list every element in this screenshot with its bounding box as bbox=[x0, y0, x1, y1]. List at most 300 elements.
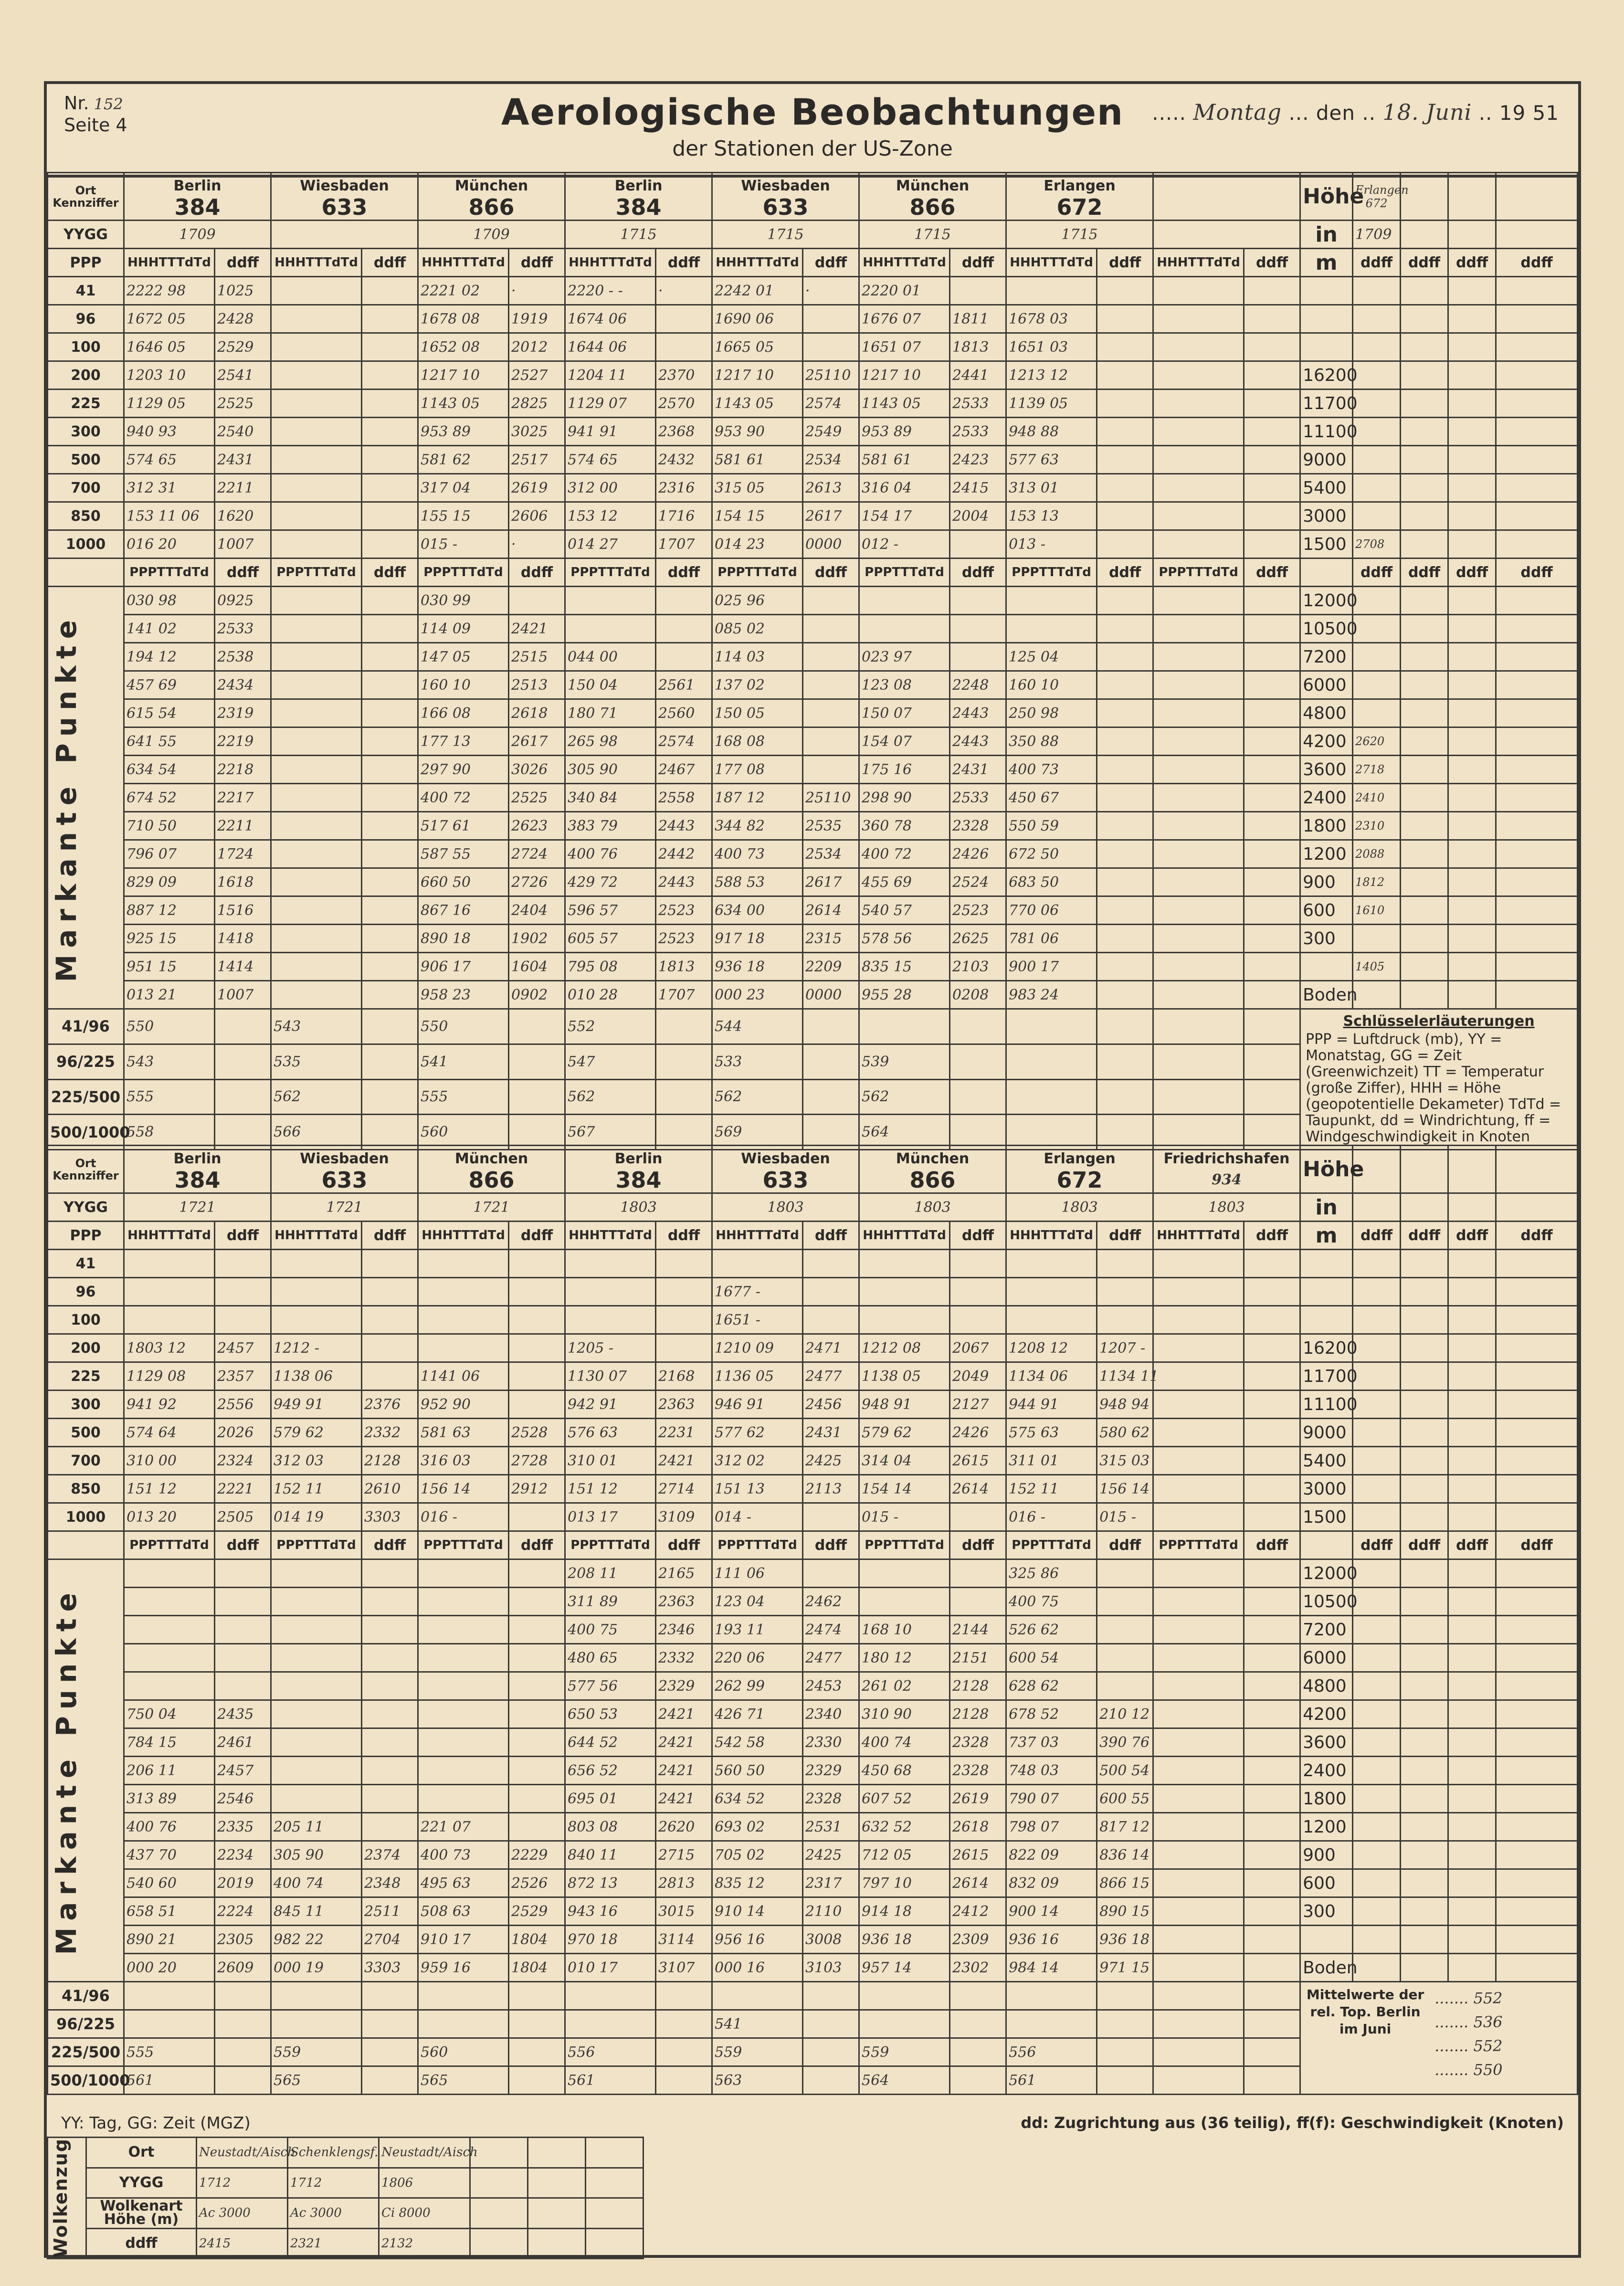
wolkenzug-value: Schenklengsf. bbox=[288, 2138, 379, 2168]
mark-value: 2453 bbox=[803, 1672, 859, 1700]
obs-value bbox=[271, 418, 362, 446]
empty-cell bbox=[1496, 812, 1578, 840]
empty-cell bbox=[1496, 1757, 1578, 1785]
obs-value bbox=[1153, 446, 1244, 474]
rel-value bbox=[362, 1982, 418, 2010]
ddff-col-label: ddff bbox=[1448, 249, 1496, 277]
table-row bbox=[48, 1306, 1578, 1334]
ddff-col-label: ddff bbox=[950, 1531, 1006, 1559]
table-row bbox=[48, 1785, 1578, 1813]
station-name: Berlin bbox=[614, 177, 663, 194]
mark-value: 936 16 bbox=[1006, 1926, 1097, 1954]
mark-value: 951 15 bbox=[124, 953, 215, 981]
ddff-col-label: ddff bbox=[215, 249, 271, 277]
mark-value: 508 63 bbox=[418, 1897, 509, 1926]
empty-cell bbox=[1448, 1588, 1496, 1616]
mark-value: 587 55 bbox=[418, 840, 509, 868]
obs-value bbox=[1153, 305, 1244, 333]
mark-value bbox=[271, 1588, 362, 1616]
empty-cell bbox=[470, 2228, 528, 2259]
mark-value: 265 98 bbox=[565, 727, 656, 756]
mark-value: 150 04 bbox=[565, 671, 656, 699]
empty-cell bbox=[1448, 953, 1496, 981]
empty-cell bbox=[1496, 756, 1578, 784]
mark-value: 2561 bbox=[656, 671, 712, 699]
mark-value bbox=[1097, 812, 1153, 840]
mark-value: 943 16 bbox=[565, 1897, 656, 1926]
mark-value bbox=[1244, 1926, 1300, 1954]
empty-cell bbox=[1496, 277, 1578, 305]
mark-value: 2534 bbox=[803, 840, 859, 868]
table-row bbox=[48, 1616, 1578, 1644]
pressure-level: 225 bbox=[48, 390, 124, 418]
wolkenzug-value: Neustadt/Aisch bbox=[379, 2138, 470, 2168]
empty-cell bbox=[586, 2198, 643, 2229]
mark-value bbox=[803, 643, 859, 671]
mark-value bbox=[509, 1757, 565, 1785]
mark-value bbox=[418, 1672, 509, 1700]
mark-value bbox=[1006, 615, 1097, 643]
station-header bbox=[418, 1146, 565, 1193]
rel-value bbox=[362, 2010, 418, 2038]
table-row bbox=[48, 1250, 1578, 1278]
mark-value bbox=[1244, 1897, 1300, 1926]
mark-value bbox=[271, 699, 362, 727]
extra-value bbox=[1353, 333, 1401, 361]
mark-value: 123 04 bbox=[712, 1588, 803, 1616]
rel-value: 539 bbox=[859, 1044, 950, 1079]
mark-value: 480 65 bbox=[565, 1644, 656, 1672]
ddff-col-label: ddff bbox=[1496, 1222, 1578, 1250]
obs-value: 2540 bbox=[215, 418, 271, 446]
rel-value bbox=[1097, 1044, 1153, 1079]
mark-value bbox=[1244, 812, 1300, 840]
mark-value: 2209 bbox=[803, 953, 859, 981]
obs-value bbox=[362, 1334, 418, 1362]
mark-value bbox=[215, 1644, 271, 1672]
obs-value: 1134 11 bbox=[1097, 1362, 1153, 1391]
mark-value bbox=[1097, 981, 1153, 1009]
wolkenzug-label bbox=[48, 2138, 86, 2259]
mark-value: 500 54 bbox=[1097, 1757, 1153, 1785]
empty-cell bbox=[1448, 277, 1496, 305]
empty-cell bbox=[1401, 1869, 1448, 1897]
mark-value: 796 07 bbox=[124, 840, 215, 868]
rel-value bbox=[656, 1982, 712, 2010]
obs-value bbox=[1097, 277, 1153, 305]
mark-value: 187 12 bbox=[712, 784, 803, 812]
empty-cell bbox=[1448, 868, 1496, 896]
empty-cell bbox=[1401, 1700, 1448, 1728]
empty-cell bbox=[1496, 361, 1578, 390]
mark-value: 168 08 bbox=[712, 727, 803, 756]
extra-value bbox=[1353, 1447, 1401, 1475]
rel-value: 556 bbox=[565, 2038, 656, 2066]
ppp-label: PPP bbox=[48, 249, 124, 277]
obs-value: 2376 bbox=[362, 1391, 418, 1419]
ddff-col-label: ddff bbox=[362, 558, 418, 587]
obs-value bbox=[362, 1362, 418, 1391]
hhh-col-label: HHHTTTdTd bbox=[271, 1222, 362, 1250]
mark-value: 2538 bbox=[215, 643, 271, 671]
empty-cell bbox=[1496, 1250, 1578, 1278]
table-row bbox=[48, 671, 1578, 699]
rel-value bbox=[215, 1044, 271, 1079]
mark-value: 2443 bbox=[656, 868, 712, 896]
obs-value: 1678 08 bbox=[418, 305, 509, 333]
mark-value bbox=[1153, 1757, 1244, 1785]
station-time bbox=[271, 221, 418, 249]
empty-cell bbox=[1401, 1813, 1448, 1841]
obs-value: 953 90 bbox=[712, 418, 803, 446]
mark-value bbox=[271, 1644, 362, 1672]
table-row bbox=[48, 587, 1578, 615]
mark-value: 426 71 bbox=[712, 1700, 803, 1728]
hhh-col-label: HHHTTTdTd bbox=[859, 249, 950, 277]
ddff-col-label: ddff bbox=[1097, 249, 1153, 277]
ppp-col-label: PPPTTTdTd bbox=[565, 558, 656, 587]
empty-cell bbox=[1448, 756, 1496, 784]
mark-value: 615 54 bbox=[124, 699, 215, 727]
height-value: 5400 bbox=[1300, 474, 1353, 502]
mark-value bbox=[362, 587, 418, 615]
hhh-col-label: HHHTTTdTd bbox=[1153, 1222, 1244, 1250]
height-value: 4200 bbox=[1300, 1700, 1353, 1728]
rel-value: 555 bbox=[124, 2038, 215, 2066]
rel-value bbox=[656, 1009, 712, 1044]
mark-value: 2457 bbox=[215, 1757, 271, 1785]
mark-value bbox=[1153, 953, 1244, 981]
mark-value bbox=[803, 587, 859, 615]
rel-value bbox=[1153, 1009, 1244, 1044]
seite-label: Seite 4 bbox=[64, 115, 127, 136]
mark-value bbox=[418, 1700, 509, 1728]
obs-value: 576 63 bbox=[565, 1419, 656, 1447]
obs-value: 2614 bbox=[950, 1475, 1006, 1503]
mark-value bbox=[1097, 671, 1153, 699]
mark-value: 1707 bbox=[656, 981, 712, 1009]
mark-value: 2431 bbox=[950, 756, 1006, 784]
pressure-level: 1000 bbox=[48, 1503, 124, 1531]
mark-value: 2374 bbox=[362, 1841, 418, 1869]
empty-cell bbox=[1496, 1588, 1578, 1616]
mark-value bbox=[271, 1559, 362, 1588]
mean-title: Mittelwerte der rel. Top. Berlin im Juni bbox=[1306, 1987, 1424, 2037]
empty-cell bbox=[1401, 1672, 1448, 1700]
station-time: 1803 bbox=[1153, 1193, 1300, 1222]
height-value: 3600 bbox=[1300, 756, 1353, 784]
mean-value: ....... 550 bbox=[1434, 2061, 1503, 2079]
wolkenzug-table bbox=[47, 2137, 644, 2259]
obs-value bbox=[362, 530, 418, 558]
obs-value bbox=[1153, 333, 1244, 361]
obs-value: 942 91 bbox=[565, 1391, 656, 1419]
mark-value: 0902 bbox=[509, 981, 565, 1009]
empty-cell bbox=[1448, 221, 1496, 249]
empty-cell bbox=[1448, 1869, 1496, 1897]
extra-value bbox=[1353, 671, 1401, 699]
mark-value: 910 14 bbox=[712, 1897, 803, 1926]
table-row bbox=[48, 896, 1578, 925]
table-row bbox=[48, 2228, 643, 2259]
rel-value: 567 bbox=[565, 1115, 656, 1150]
obs-value: 1813 bbox=[950, 333, 1006, 361]
mark-value bbox=[509, 1644, 565, 1672]
extra-value bbox=[1353, 1362, 1401, 1391]
station-name: Friedrichshafen bbox=[1163, 1150, 1290, 1167]
mark-value: 2531 bbox=[803, 1813, 859, 1841]
mark-value: 2329 bbox=[803, 1757, 859, 1785]
obs-value: 154 15 bbox=[712, 502, 803, 530]
mark-value bbox=[1097, 1644, 1153, 1672]
extra-time bbox=[1353, 1193, 1401, 1222]
obs-value bbox=[362, 333, 418, 361]
table-row bbox=[48, 305, 1578, 333]
mark-value: 400 74 bbox=[859, 1728, 950, 1757]
pressure-level: 100 bbox=[48, 1306, 124, 1334]
obs-value: 2231 bbox=[656, 1419, 712, 1447]
mark-value bbox=[271, 925, 362, 953]
rel-value bbox=[950, 1079, 1006, 1115]
mark-value: 2421 bbox=[656, 1700, 712, 1728]
obs-value: 151 12 bbox=[565, 1475, 656, 1503]
empty-cell bbox=[1448, 615, 1496, 643]
mark-value: 887 12 bbox=[124, 896, 215, 925]
mark-value: 866 15 bbox=[1097, 1869, 1153, 1897]
yy-note: YY: Tag, GG: Zeit (MGZ) bbox=[61, 2114, 251, 2133]
ddff-col-label: ddff bbox=[1097, 1222, 1153, 1250]
station-header bbox=[418, 173, 565, 221]
obs-value: 949 91 bbox=[271, 1391, 362, 1419]
mark-value bbox=[803, 727, 859, 756]
empty-cell bbox=[1448, 981, 1496, 1009]
mark-value: 194 12 bbox=[124, 643, 215, 671]
obs-value: 580 62 bbox=[1097, 1419, 1153, 1447]
obs-value bbox=[362, 1306, 418, 1334]
empty-cell bbox=[1448, 1306, 1496, 1334]
obs-value: 574 65 bbox=[565, 446, 656, 474]
empty-cell bbox=[470, 2138, 528, 2168]
empty-cell bbox=[1401, 699, 1448, 727]
empty-cell bbox=[1401, 1926, 1448, 1954]
ppp-col-label: PPPTTTdTd bbox=[859, 1531, 950, 1559]
obs-value bbox=[1244, 502, 1300, 530]
obs-value: 310 01 bbox=[565, 1447, 656, 1475]
mark-value: 2523 bbox=[950, 896, 1006, 925]
obs-value: 012 - bbox=[859, 530, 950, 558]
empty-cell bbox=[1496, 221, 1578, 249]
mark-value: 147 05 bbox=[418, 643, 509, 671]
rel-value bbox=[565, 1982, 656, 2010]
table-row bbox=[48, 868, 1578, 896]
mark-value bbox=[1153, 615, 1244, 643]
mark-value: 2443 bbox=[950, 699, 1006, 727]
dd-note: dd: Zugrichtung aus (36 teilig), ff(f): Geschwindigkeit (Knoten) bbox=[1021, 2114, 1564, 2132]
ddff-col-label: ddff bbox=[656, 1222, 712, 1250]
table-row bbox=[48, 1813, 1578, 1841]
rel-value: 555 bbox=[418, 1079, 509, 1115]
obs-value: 940 93 bbox=[124, 418, 215, 446]
mark-value: 2614 bbox=[950, 1869, 1006, 1897]
ddff-col-label: ddff bbox=[1353, 1222, 1401, 1250]
mark-value: 123 08 bbox=[859, 671, 950, 699]
mark-value bbox=[509, 1728, 565, 1757]
hhh-col-label: HHHTTTdTd bbox=[124, 249, 215, 277]
mark-value bbox=[1153, 1897, 1244, 1926]
hhh-col-label: HHHTTTdTd bbox=[565, 249, 656, 277]
empty-cell bbox=[1448, 699, 1496, 727]
in-label: in bbox=[1300, 221, 1353, 249]
mark-value: 914 18 bbox=[859, 1897, 950, 1926]
station-header bbox=[712, 173, 859, 221]
mark-value: 644 52 bbox=[565, 1728, 656, 1757]
mark-value bbox=[1097, 953, 1153, 981]
mark-value bbox=[418, 1588, 509, 1616]
mark-value: 2305 bbox=[215, 1926, 271, 1954]
mark-value bbox=[1244, 1588, 1300, 1616]
obs-value bbox=[362, 361, 418, 390]
empty-cell bbox=[1448, 1926, 1496, 1954]
mark-value bbox=[1244, 615, 1300, 643]
obs-value: · bbox=[656, 277, 712, 305]
mark-value: 400 73 bbox=[1006, 756, 1097, 784]
empty-cell bbox=[1496, 446, 1578, 474]
obs-value: 2529 bbox=[215, 333, 271, 361]
obs-value bbox=[1244, 333, 1300, 361]
obs-value: 2517 bbox=[509, 446, 565, 474]
mark-value: 2363 bbox=[656, 1588, 712, 1616]
empty-cell bbox=[1496, 1475, 1578, 1503]
mark-value: 845 11 bbox=[271, 1897, 362, 1926]
mark-value bbox=[1097, 615, 1153, 643]
obs-value: 574 64 bbox=[124, 1419, 215, 1447]
mark-value bbox=[803, 756, 859, 784]
mark-value: 526 62 bbox=[1006, 1616, 1097, 1644]
mark-value bbox=[362, 1757, 418, 1785]
obs-value bbox=[1244, 446, 1300, 474]
mark-value: 634 52 bbox=[712, 1785, 803, 1813]
obs-value: 1678 03 bbox=[1006, 305, 1097, 333]
ddff-col-label: ddff bbox=[1448, 1531, 1496, 1559]
mark-value bbox=[656, 643, 712, 671]
obs-value: 1129 05 bbox=[124, 390, 215, 418]
rel-value bbox=[362, 1009, 418, 1044]
empty-cell bbox=[1448, 1419, 1496, 1447]
empty-cell bbox=[1401, 530, 1448, 558]
obs-value: · bbox=[509, 277, 565, 305]
mark-value bbox=[1153, 784, 1244, 812]
obs-value: 2570 bbox=[656, 390, 712, 418]
empty-cell bbox=[1448, 173, 1496, 221]
empty-cell bbox=[1401, 1728, 1448, 1757]
mark-value bbox=[362, 896, 418, 925]
rel-value: 559 bbox=[859, 2038, 950, 2066]
table-row bbox=[48, 418, 1578, 446]
obs-value bbox=[1153, 1306, 1244, 1334]
mark-value: 313 89 bbox=[124, 1785, 215, 1813]
obs-value bbox=[1153, 1278, 1244, 1306]
obs-value: 1207 - bbox=[1097, 1334, 1153, 1362]
obs-value bbox=[271, 1306, 362, 1334]
mark-value: 2404 bbox=[509, 896, 565, 925]
hhh-col-label: HHHTTTdTd bbox=[565, 1222, 656, 1250]
table-row bbox=[48, 2198, 643, 2229]
rel-value bbox=[271, 1982, 362, 2010]
rel-value: 550 bbox=[418, 1009, 509, 1044]
obs-value bbox=[950, 1306, 1006, 1334]
empty-cell bbox=[48, 1531, 124, 1559]
hoehe-label: Höhe bbox=[1300, 173, 1353, 221]
mark-value bbox=[950, 1559, 1006, 1588]
mark-value: 836 14 bbox=[1097, 1841, 1153, 1869]
mark-value: 2219 bbox=[215, 727, 271, 756]
mark-value bbox=[1153, 925, 1244, 953]
mark-value: 193 11 bbox=[712, 1616, 803, 1644]
wolkenzug-row-label: YYGG bbox=[86, 2168, 197, 2198]
empty-cell bbox=[1448, 784, 1496, 812]
height-value: 12000 bbox=[1300, 587, 1353, 615]
mark-value: 957 14 bbox=[859, 1954, 950, 1982]
date-line: ..... Montag ... den .. 18. Juni .. 19 51 bbox=[1152, 99, 1559, 125]
mark-value: 2144 bbox=[950, 1616, 1006, 1644]
obs-value: 1676 07 bbox=[859, 305, 950, 333]
empty-cell bbox=[1401, 418, 1448, 446]
empty-cell bbox=[1448, 671, 1496, 699]
table-row bbox=[48, 1334, 1578, 1362]
empty-cell bbox=[1448, 361, 1496, 390]
mark-value bbox=[1153, 1616, 1244, 1644]
ddff-col-label: ddff bbox=[1244, 1222, 1300, 1250]
obs-value bbox=[1244, 361, 1300, 390]
mark-value: 956 16 bbox=[712, 1926, 803, 1954]
mark-value: 2103 bbox=[950, 953, 1006, 981]
station-name: Wiesbaden bbox=[741, 177, 830, 194]
empty-cell bbox=[1401, 502, 1448, 530]
obs-value bbox=[271, 1278, 362, 1306]
mark-value bbox=[1006, 587, 1097, 615]
empty-cell bbox=[1401, 446, 1448, 474]
rel-value: 533 bbox=[712, 1044, 803, 1079]
obs-value: 015 - bbox=[859, 1503, 950, 1531]
mark-value bbox=[271, 756, 362, 784]
mark-value: 160 10 bbox=[418, 671, 509, 699]
height-value: 7200 bbox=[1300, 643, 1353, 671]
mark-value: 2330 bbox=[803, 1728, 859, 1757]
ddff-col-label: ddff bbox=[362, 1222, 418, 1250]
mark-value: 600 55 bbox=[1097, 1785, 1153, 1813]
obs-value bbox=[1097, 305, 1153, 333]
mark-value: 2524 bbox=[950, 868, 1006, 896]
mark-value bbox=[1244, 1954, 1300, 1982]
ddff-col-label: ddff bbox=[1496, 249, 1578, 277]
empty-cell bbox=[1496, 953, 1578, 981]
mark-value bbox=[215, 1588, 271, 1616]
rel-value bbox=[803, 1009, 859, 1044]
rel-value: 543 bbox=[124, 1044, 215, 1079]
mark-value: 542 58 bbox=[712, 1728, 803, 1757]
markante-label bbox=[48, 1559, 124, 1982]
mark-value bbox=[215, 1672, 271, 1700]
mark-value: 114 03 bbox=[712, 643, 803, 671]
obs-value: 156 14 bbox=[418, 1475, 509, 1503]
mark-value: 2217 bbox=[215, 784, 271, 812]
rel-value bbox=[215, 2010, 271, 2038]
mark-value: 150 07 bbox=[859, 699, 950, 727]
mark-value: 495 63 bbox=[418, 1869, 509, 1897]
extra-value bbox=[1353, 643, 1401, 671]
station-time: 1715 bbox=[712, 221, 859, 249]
mark-value bbox=[1244, 981, 1300, 1009]
